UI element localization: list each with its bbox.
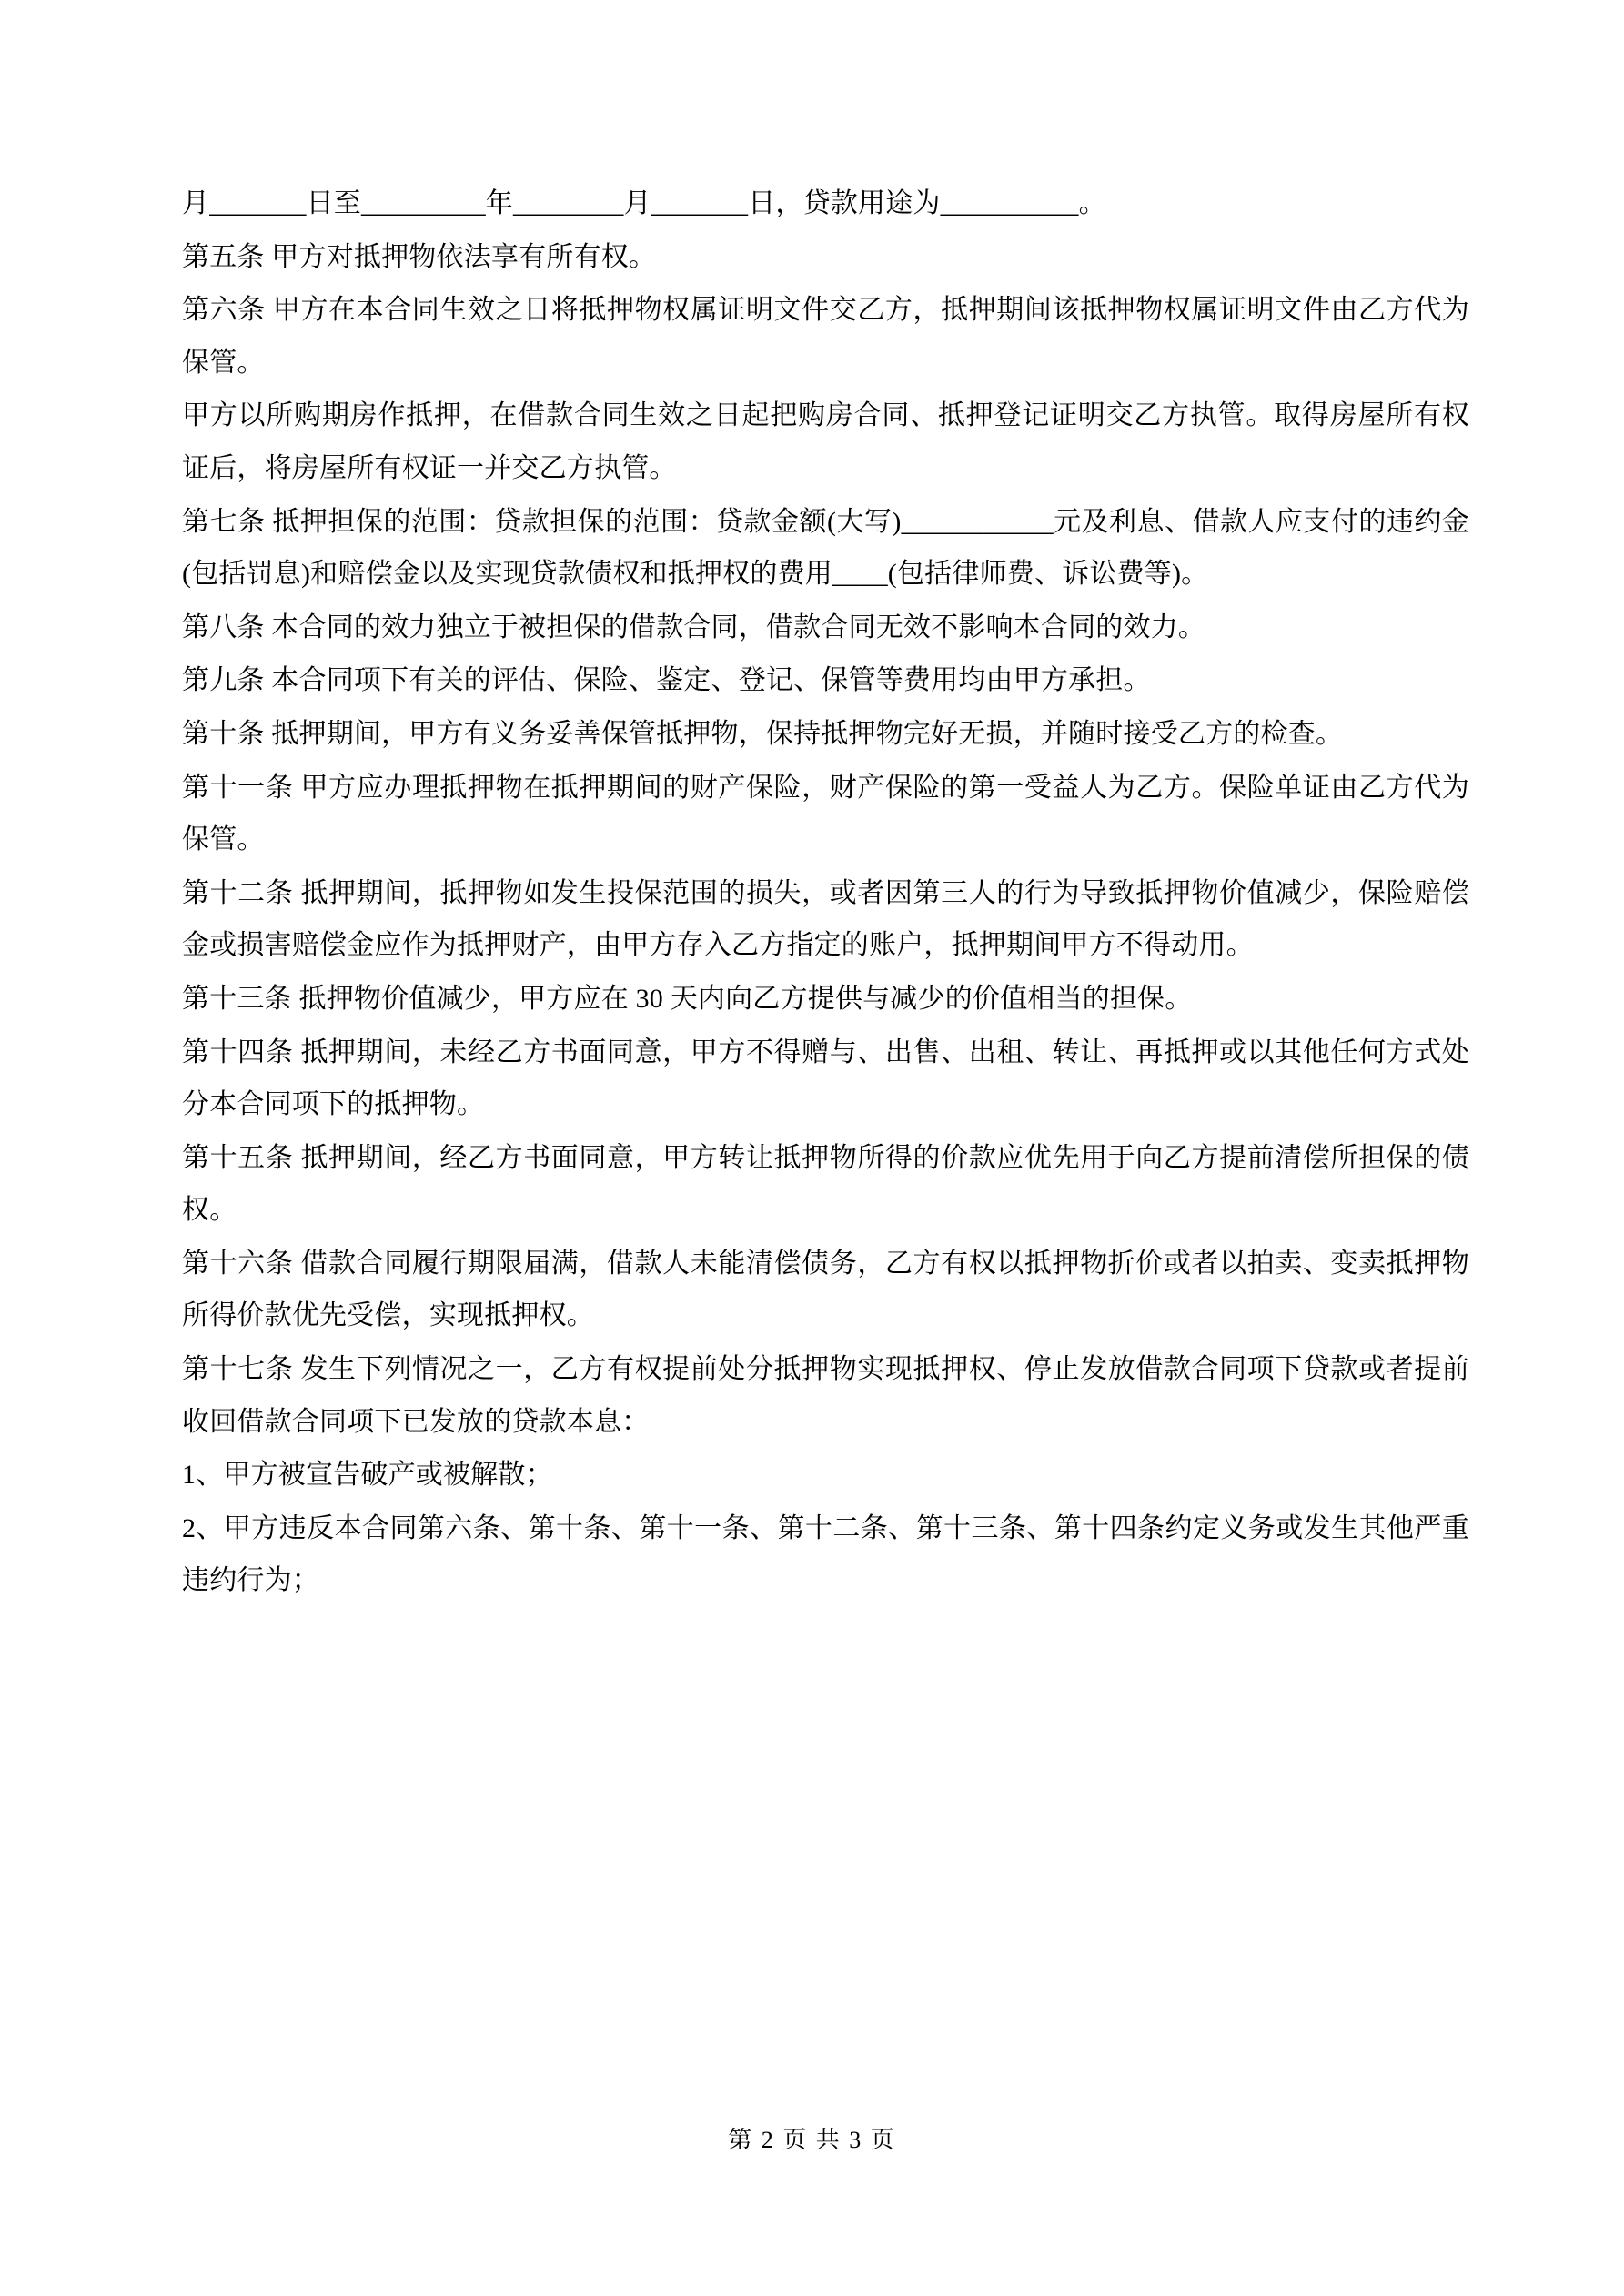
paragraph: 第十条 抵押期间，甲方有义务妥善保管抵押物，保持抵押物完好无损，并随时接受乙方的检查。: [182, 718, 1344, 749]
page-number: 第 2 页 共 3 页: [728, 2127, 896, 2153]
paragraph: 第十三条 抵押物价值减少，甲方应在 30 天内向乙方提供与减少的价值相当的担保。: [182, 983, 1193, 1014]
paragraph: 第十二条 抵押期间，抵押物如发生投保范围的损失，或者因第三人的行为导致抵押物价值减少，保险赔偿金或损害赔偿金应作为抵押财产，由甲方存入乙方指定的账户，抵押期间甲方不得动用。: [182, 877, 1469, 961]
paragraph: 第十五条 抵押期间，经乙方书面同意，甲方转让抵押物所得的价款应优先用于向乙方提前清偿所担保的债权。: [182, 1142, 1469, 1226]
paragraph: 第五条 甲方对抵押物依法享有所有权。: [182, 241, 657, 272]
paragraph: 第六条 甲方在本合同生效之日将抵押物权属证明文件交乙方，抵押期间该抵押物权属证明文件由乙方代为保管。: [182, 295, 1469, 378]
paragraph: 第十四条 抵押期间，未经乙方书面同意，甲方不得赠与、出售、出租、转让、再抵押或以其他任何方式处分本合同项下的抵押物。: [182, 1037, 1469, 1120]
document-body: [182, 177, 1469, 1607]
paragraph: 甲方以所购期房作抵押，在借款合同生效之日起把购房合同、抵押登记证明交乙方执管。取得房屋所有权证后，将房屋所有权证一并交乙方执管。: [182, 400, 1469, 483]
page-footer: [0, 2121, 1624, 2155]
paragraph: 第十一条 甲方应办理抵押物在抵押期间的财产保险，财产保险的第一受益人为乙方。保险单证由乙方代为保管。: [182, 772, 1469, 855]
paragraph: 2、甲方违反本合同第六条、第十条、第十一条、第十二条、第十三条、第十四条约定义务或发生其他严重违约行为；: [182, 1512, 1469, 1596]
paragraph: 第七条 抵押担保的范围：贷款担保的范围：贷款金额(大写)___________元及利息、借款人应支付的违约金(包括罚息)和赔偿金以及实现贷款债权和抵押权的费用____(包括律师费、诉讼费等)。: [182, 506, 1469, 590]
paragraph: 第十六条 借款合同履行期限届满，借款人未能清偿债务，乙方有权以抵押物折价或者以拍卖、变卖抵押物所得价款优先受偿，实现抵押权。: [182, 1248, 1469, 1331]
paragraph: 第九条 本合同项下有关的评估、保险、鉴定、登记、保管等费用均由甲方承担。: [182, 665, 1151, 696]
paragraph: 第八条 本合同的效力独立于被担保的借款合同，借款合同无效不影响本合同的效力。: [182, 612, 1206, 642]
paragraph: 月_______日至_________年________月_______日，贷款用途为__________。: [182, 188, 1106, 218]
paragraph: 1、甲方被宣告破产或被解散；: [182, 1460, 553, 1491]
paragraph: 第十七条 发生下列情况之一，乙方有权提前处分抵押物实现抵押权、停止发放借款合同项下贷款或者提前收回借款合同项下已发放的贷款本息：: [182, 1354, 1469, 1437]
